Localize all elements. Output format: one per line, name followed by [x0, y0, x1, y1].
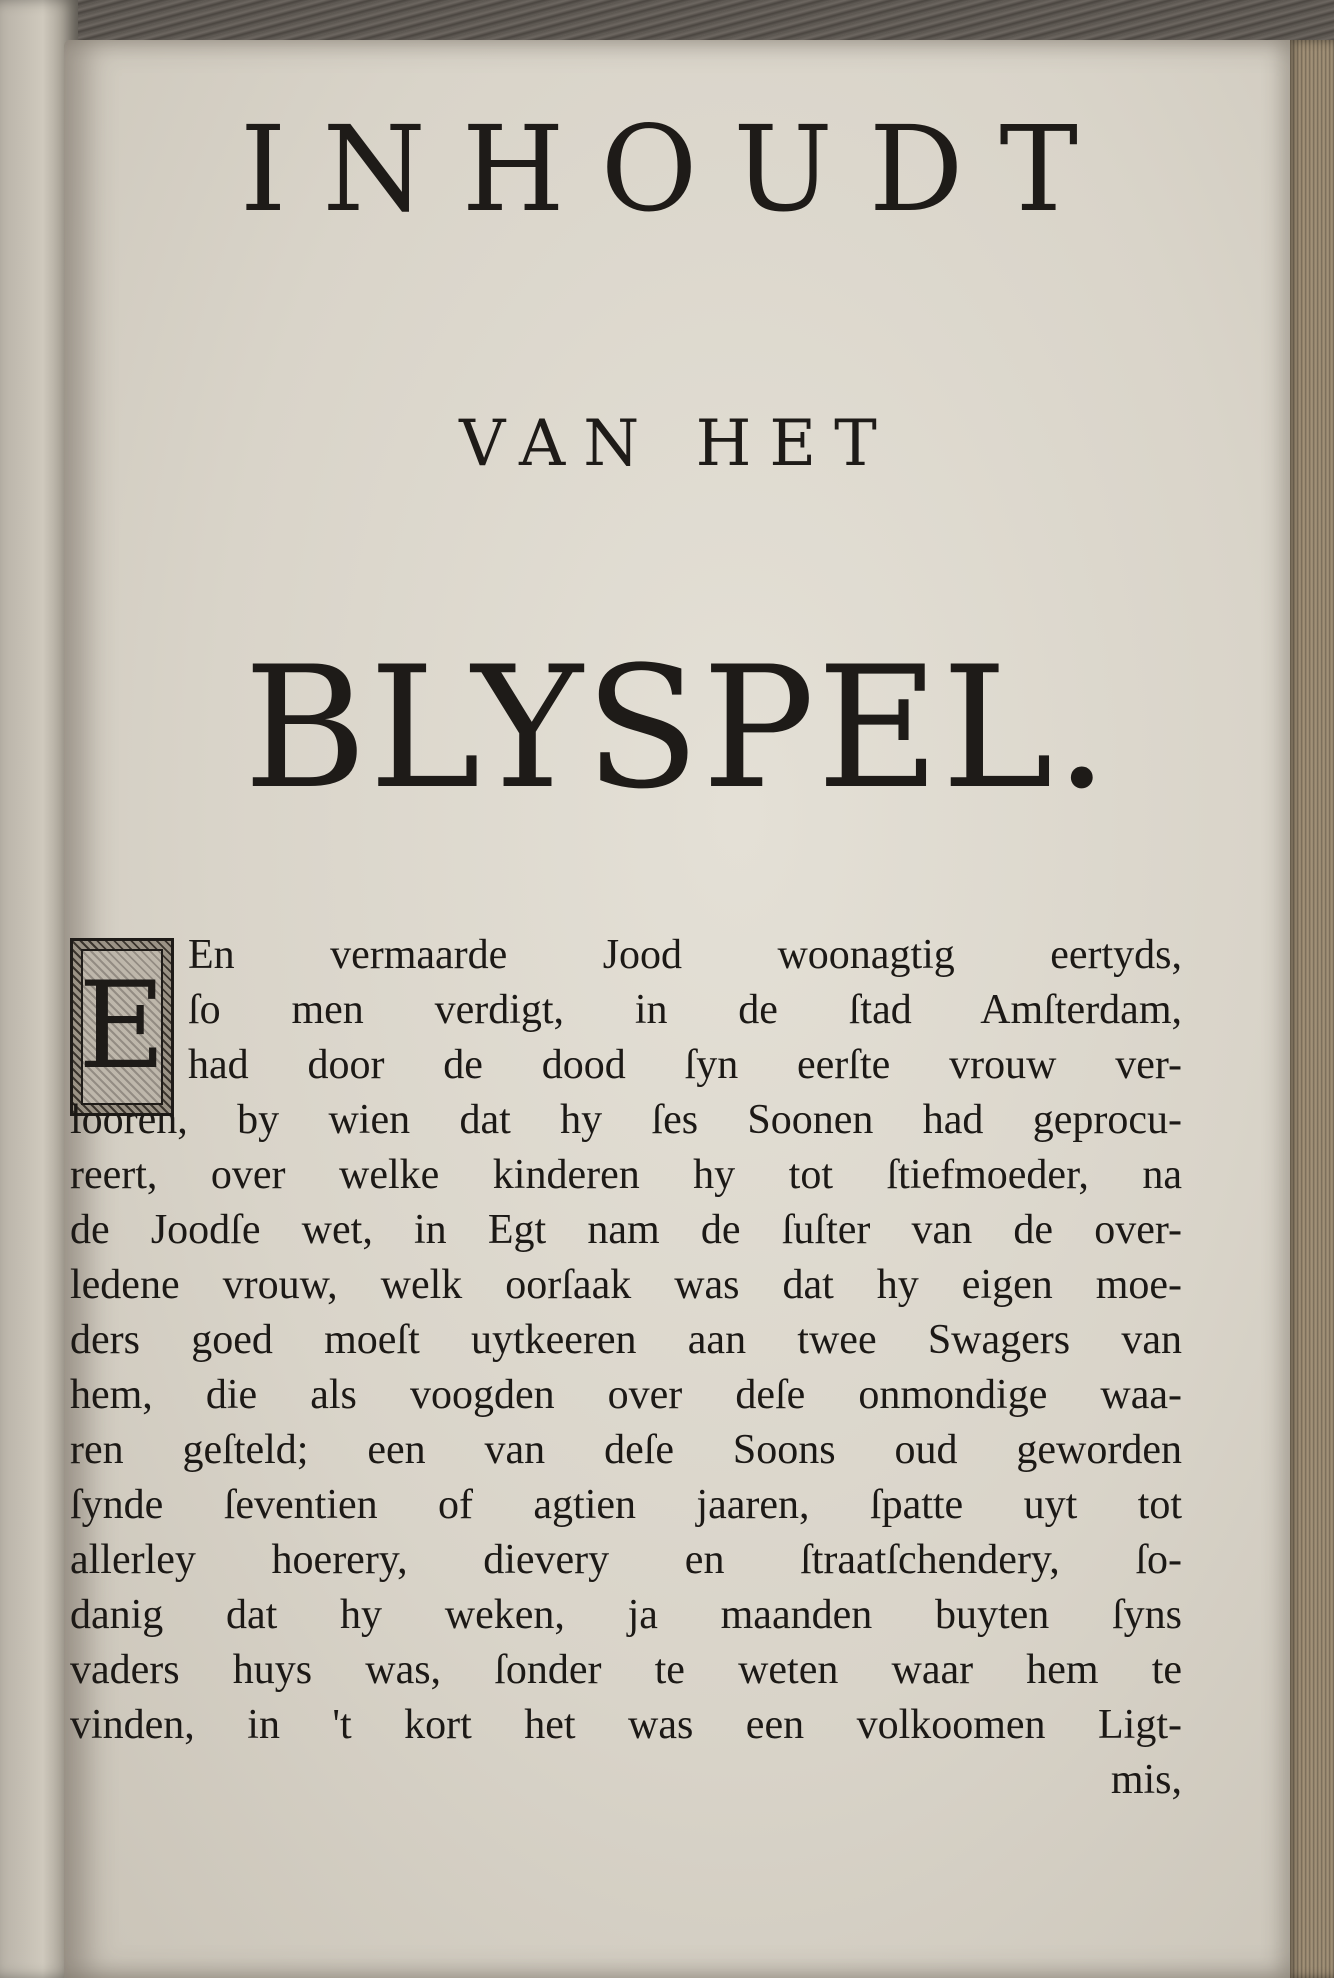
body-line: ſo men verdigt, in de ſtad Amſterdam, [188, 987, 1182, 1033]
title-blyspel: BLYSPEL. [243, 630, 1111, 826]
body-paragraph [70, 928, 1182, 1808]
body-line: reert, over welke kinderen hy tot ſtiefmoeder, na [70, 1152, 1182, 1198]
catchword: mis, [1110, 1757, 1182, 1803]
body-line: En vermaarde Jood woonagtig eertyds, [188, 932, 1182, 978]
body-line: hem, die als voogden over deſe onmondige waa- [70, 1372, 1182, 1418]
body-line: ren geſteld; een van deſe Soons oud geworden [70, 1427, 1182, 1473]
title-van-het: VAN HET [459, 407, 895, 481]
body-line: danig dat hy weken, ja maanden buyten ſyns [70, 1592, 1182, 1638]
drop-cap-letter: E [81, 949, 163, 1105]
title-inhoudt: INHOUDT [239, 100, 1115, 238]
body-line: de Joodſe wet, in Egt nam de ſuſter van de over- [70, 1207, 1182, 1253]
body-line: looren, by wien dat hy ſes Soonen had geprocu- [70, 1097, 1182, 1143]
body-line: ders goed moeſt uytkeeren aan twee Swagers van [70, 1317, 1182, 1363]
body-line: vinden, in 't kort het was een volkoomen Ligt- [70, 1702, 1182, 1748]
body-line: ledene vrouw, welk oorſaak was dat hy eigen moe- [70, 1262, 1182, 1308]
body-line: had door de dood ſyn eerſte vrouw ver- [188, 1042, 1182, 1088]
body-line: vaders huys was, ſonder te weten waar hem te [70, 1647, 1182, 1693]
page-stack-edges [1286, 40, 1334, 1978]
body-line: allerley hoerery, dievery en ſtraatſchendery, ſo- [70, 1537, 1182, 1583]
body-line: ſynde ſeventien of agtien jaaren, ſpatte uyt tot [70, 1482, 1182, 1528]
